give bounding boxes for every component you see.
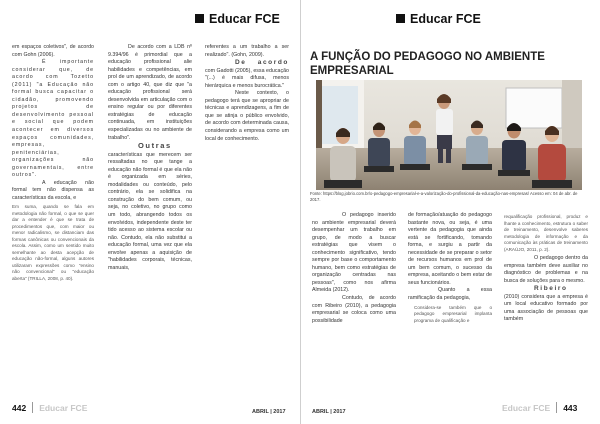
paragraph (205, 59, 289, 90)
paragraph: É importante considerar que, de acordo com Tozetto (2011) "a Educação não formal busca capacitar o cidadão, promovendo projetos de desenvolvimento pessoal e social que podem acontecer em diversos espaços comunidades, empresas, penitenciárias, organizações não governamentais, entre outros". (12, 59, 94, 179)
paragraph (108, 142, 192, 272)
right-column-3 (504, 212, 588, 402)
paragraph: Quanto a essa ramificação da pedagogia, (408, 287, 492, 302)
paragraph: de formação/atuação do pedagogo bastante nova, ou seja, é uma vertente da pedagogia que ainda está se fortificando, tomando forma, e surgiu a partir da necessidade de se preparar o setor de recursos humanos em prol de um bem comum, o sucesso da empresa, aceitando o bem estar de seus funcionários. (408, 212, 492, 286)
photo-caption: Fonte: https://blog.jobrio.com.br/o-pedagogo-empresarial-e-a-valorização-do-profissional-da-educação-nas-empresas/ Acesso em: 04 de abr. de 2017. (310, 191, 578, 202)
paragraph-lead: Outras (138, 141, 172, 151)
paragraph: Contudo, de acordo com Ribeiro (2010), a pedagogia empresarial se coloca como uma possibilidade (312, 295, 396, 324)
footer-divider (32, 402, 33, 413)
paragraph: O pedagogo dentro da empresa também deve auxiliar no diagnóstico de problemas e na busca de soluções para o mesmo. (504, 255, 588, 284)
footer-brand: Educar FCE (39, 403, 88, 413)
paragraph (504, 285, 588, 294)
page-footer (502, 402, 577, 413)
page-header (396, 12, 481, 26)
right-column-1 (312, 212, 396, 402)
paragraph: Neste contexto, o pedagogo terá que se apropriar de técnicas e aprendizagens, a fim de que se atinja o público envolvido, de acordo com determinada causa, considerando a empresa como um local de conhecimento. (205, 90, 289, 142)
paragraph: em espaços coletivos", de acordo com Gohn (2006). (12, 44, 94, 58)
block-quote: Em suma, quando se fala em metodologia não formal, o que se quer dar a entender é que se trata de procedimentos que, com maior ou menor radicalismo, se distanciam das formas canônicas ou convencionais da escola. Assim, como um sentido muito semelhante ao desta acepção de educação não-formal, alguns autores utilizaram expressões como "ensino não convencional" ou "educação aberta" (TRILLA, 2008, p. 40). (12, 204, 94, 281)
header-square-icon (195, 14, 204, 23)
paragraph-body: características que merecem ser ressaltadas no que tange a educação não formal é que ela não é organizada em séries, modalidades ou conteúdo, pelo contrário, ela se solidifica na construção do bem comum, ou seja, no coletivo, no grupo como um todo, abrangendo todos os envolvidos, independente deste ter tido acesso ao sistema escolar ou não. Contudo, ela não substitui a educação formal, uma vez que ela envolve apenas a aquisição de "habilidades corporais, técnicas, manuais, (108, 151, 192, 271)
paragraph: (2010) considera que a empresa é um local educativo formado por uma associação de pessoas que também (504, 293, 588, 323)
left-column-2 (108, 44, 192, 399)
page-footer (12, 402, 87, 413)
block-quote: requalificação profissional, produz e lhante a conhecimento, estrutura o saber de treinamento, desenvolve saberes metodologia de informação e da comunicação às práticas de treinamento (ARAÚJO, 2011, p. 2). (504, 214, 588, 252)
footer-date-wrap (312, 405, 346, 415)
footer-date: ABRIL | 2017 (252, 409, 286, 415)
page-number: 442 (12, 403, 27, 413)
article-title: A FUNÇÃO DO PEDAGOGO NO AMBIENTE EMPRESARIAL (310, 51, 545, 77)
header-title: Educar FCE (209, 12, 280, 26)
meeting-photo-illustration (316, 80, 582, 190)
page-number: 443 (563, 403, 578, 413)
header-square-icon (396, 14, 405, 23)
header-title: Educar FCE (410, 12, 481, 26)
paragraph-lead: Ribeiro (534, 285, 568, 293)
paragraph: A educação não formal tem não dispensa as características da escola, e (12, 179, 94, 201)
block-quote: Considera-se também que o pedagogo empresarial implanta programa de qualificação e (414, 304, 492, 323)
paragraph-lead: De acordo (235, 59, 289, 67)
footer-date-wrap (252, 405, 286, 415)
paragraph-body: com Gadotti (2005), essa educação "(...) é mais difusa, menos hierárquica e menos burocrática." (205, 67, 289, 89)
footer-date: ABRIL | 2017 (312, 409, 346, 415)
meeting-photo (316, 80, 582, 190)
footer-divider (556, 402, 557, 413)
page-header (195, 12, 280, 26)
paragraph: referentes a um trabalho a ser realizado". (Gohn, 2009). (205, 44, 289, 58)
right-column-2 (408, 212, 492, 402)
left-column-1 (12, 44, 94, 399)
paragraph: De acordo com a LDB nº 9.394/96 é primordial que a educação profissional alie habilidades e competências, em prol de um aprendizado, de acordo com o artigo 40, que diz que "a educação profissional será desenvolvida em articulação com o ensino regular ou por diferentes estratégias de educação continuada, em instituições especializadas ou no ambiente de trabalho". (108, 44, 192, 141)
left-column-3 (205, 44, 289, 214)
footer-brand: Educar FCE (502, 403, 551, 413)
paragraph: O pedagogo inserido no ambiente empresarial deverá desempenhar um trabalho em grupo, de modo a buscar estratégias que visem o conhecimento significativo, tendo sempre por base o comportamento humano, bem como estratégias de organização centradas nas pessoas", como nos afirma Almeida (2012). (312, 212, 396, 294)
